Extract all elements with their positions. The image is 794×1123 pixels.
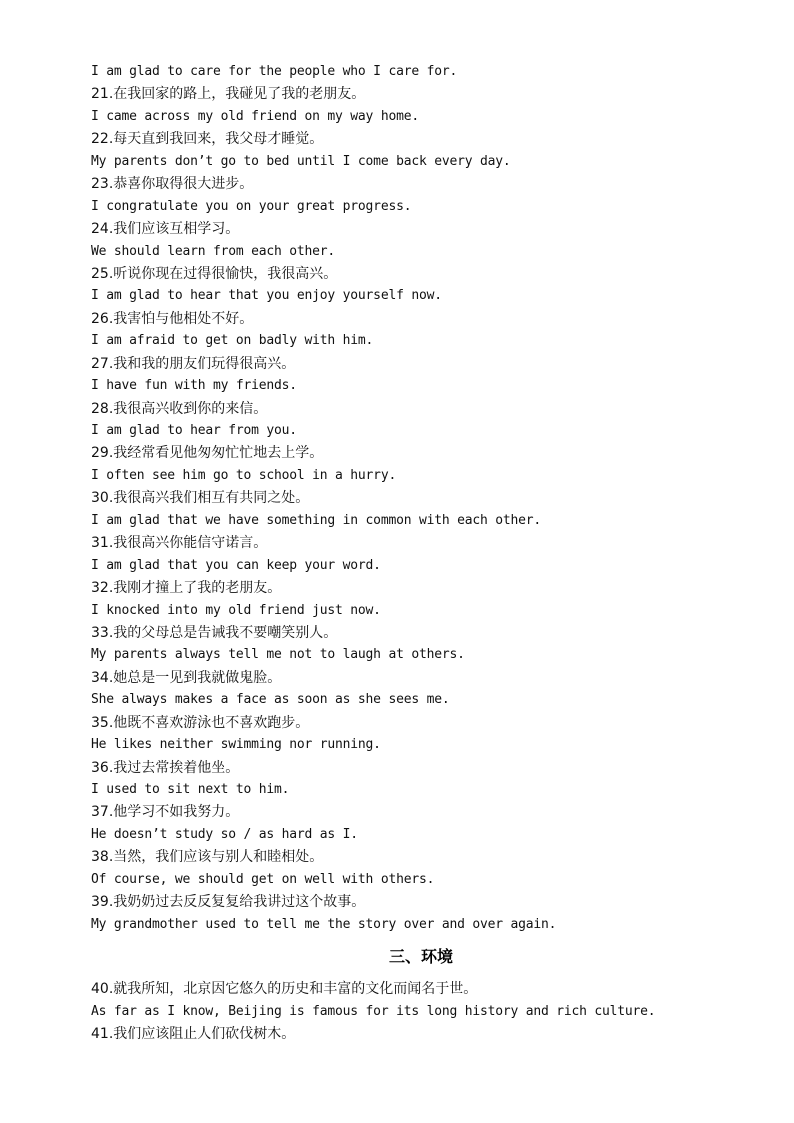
english-translation: She always makes a face as soon as she sees me. bbox=[91, 692, 450, 708]
english-translation: I often see him go to school in a hurry. bbox=[91, 467, 397, 483]
english-translation: As far as I know, Beijing is famous for its long history and rich culture. bbox=[91, 1003, 656, 1019]
chinese-sentence: 21.在我回家的路上，我碰见了我的老朋友。 bbox=[91, 86, 366, 103]
english-translation: I am glad to hear that you enjoy yourself now. bbox=[91, 288, 442, 304]
sentence-list bbox=[91, 978, 751, 1045]
chinese-sentence: 36.我过去常挨着他坐。 bbox=[91, 759, 240, 776]
english-translation: He likes neither swimming nor running. bbox=[91, 737, 381, 753]
english-translation: I congratulate you on your great progress. bbox=[91, 198, 412, 214]
chinese-sentence: 30.我很高兴我们相互有共同之处。 bbox=[91, 490, 310, 507]
english-translation: I used to sit next to him. bbox=[91, 782, 290, 797]
chinese-sentence: 34.她总是一见到我就做鬼脸。 bbox=[91, 669, 282, 686]
chinese-sentence: 26.我害怕与他相处不好。 bbox=[91, 310, 254, 327]
english-translation: I am glad that we have something in common with each other. bbox=[91, 512, 541, 528]
chinese-sentence: 27.我和我的朋友们玩得很高兴。 bbox=[91, 355, 296, 372]
chinese-sentence: 25.听说你现在过得很愉快，我很高兴。 bbox=[91, 265, 338, 282]
english-translation: We should learn from each other. bbox=[91, 243, 336, 259]
english-translation: He doesn’t study so / as hard as I. bbox=[91, 826, 358, 842]
english-translation: I knocked into my old friend just now. bbox=[91, 602, 381, 618]
chinese-sentence: 28.我很高兴收到你的来信。 bbox=[91, 400, 268, 417]
chinese-sentence: 23.恭喜你取得很大进步。 bbox=[91, 176, 254, 193]
chinese-sentence: 37.他学习不如我努力。 bbox=[91, 804, 240, 821]
chinese-sentence: 29.我经常看见他匆匆忙忙地去上学。 bbox=[91, 445, 324, 462]
english-translation: My grandmother used to tell me the story over and over again. bbox=[91, 916, 557, 932]
english-translation: My parents don’t go to bed until I come back every day. bbox=[91, 153, 511, 169]
english-translation: I came across my old friend on my way home. bbox=[91, 108, 419, 124]
english-translation: Of course, we should get on well with others. bbox=[91, 871, 435, 887]
chinese-sentence: 40.就我所知，北京因它悠久的历史和丰富的文化而闻名于世。 bbox=[91, 981, 478, 998]
chinese-sentence: 24.我们应该互相学习。 bbox=[91, 221, 240, 238]
chinese-sentence: 22.每天直到我回来，我父母才睡觉。 bbox=[91, 131, 324, 148]
english-translation: I am afraid to get on badly with him. bbox=[91, 333, 374, 349]
chinese-sentence: 35.他既不喜欢游泳也不喜欢跑步。 bbox=[91, 714, 310, 731]
section-heading: 三、环境 bbox=[388, 947, 453, 967]
english-translation: I am glad that you can keep your word. bbox=[91, 557, 381, 573]
chinese-sentence: 32.我刚才撞上了我的老朋友。 bbox=[91, 580, 282, 597]
english-translation: My parents always tell me not to laugh at others. bbox=[91, 647, 465, 663]
document-page bbox=[91, 61, 751, 1045]
chinese-sentence: 38.当然，我们应该与别人和睦相处。 bbox=[91, 849, 324, 866]
chinese-sentence: 31.我很高兴你能信守诺言。 bbox=[91, 535, 268, 552]
chinese-sentence: 33.我的父母总是告诫我不要嘲笑别人。 bbox=[91, 624, 338, 641]
english-translation: I have fun with my friends. bbox=[91, 378, 297, 394]
chinese-sentence: 39.我奶奶过去反反复复给我讲过这个故事。 bbox=[91, 894, 366, 911]
english-translation: I am glad to hear from you. bbox=[91, 423, 297, 438]
chinese-sentence: 41.我们应该阻止人们砍伐树木。 bbox=[91, 1025, 296, 1042]
english-translation: I am glad to care for the people who I care for. bbox=[91, 64, 458, 79]
sentence-list bbox=[91, 61, 751, 936]
